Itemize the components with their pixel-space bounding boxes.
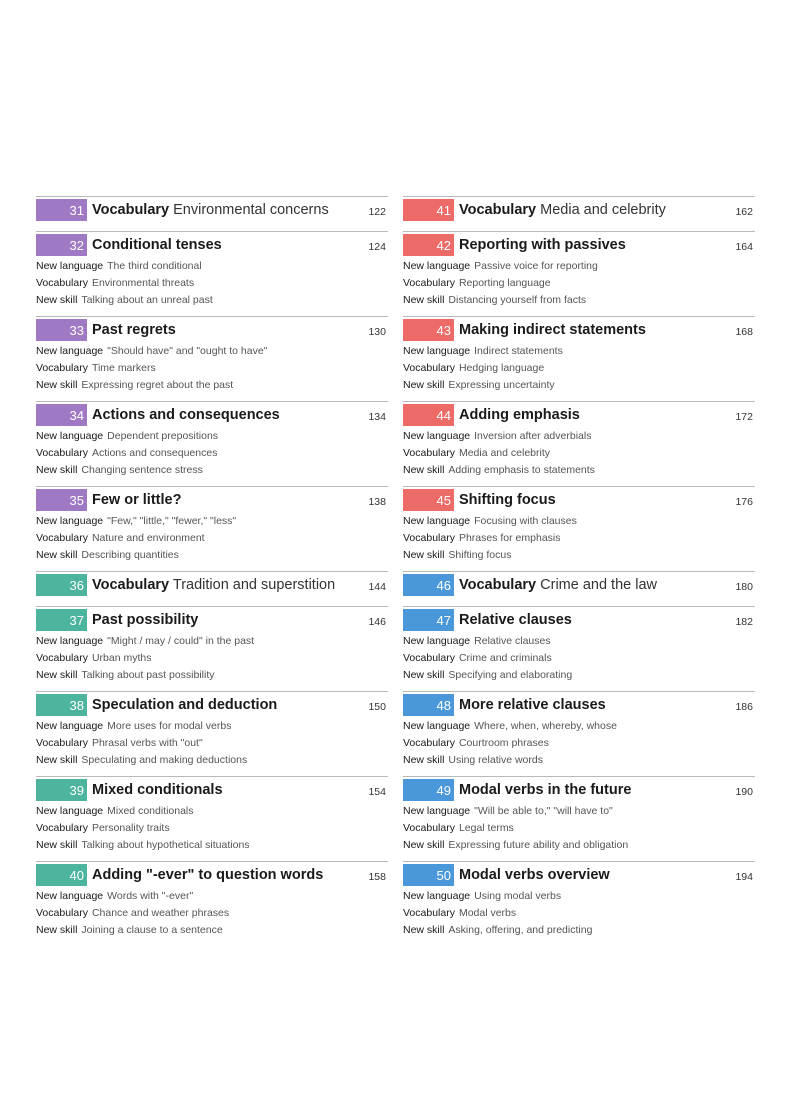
detail-value: Relative clauses [474,635,551,647]
page-number: 122 [368,206,386,218]
detail-value: Passive voice for reporting [474,260,598,272]
detail-label: Vocabulary [403,652,455,664]
lesson-unit-entry [36,231,388,316]
vocabulary-label: Vocabulary [459,577,537,593]
vocabulary-topic: Crime and the law [540,577,657,593]
page-number: 130 [368,326,386,338]
detail-label: New language [36,635,104,647]
detail-label: Vocabulary [36,362,88,374]
vocabulary-label: Vocabulary [459,202,537,218]
detail-value: Indirect statements [474,345,563,357]
unit-detail-row [403,258,755,275]
unit-detail-row [403,530,755,547]
detail-label: New language [403,890,471,902]
unit-header [36,779,388,801]
detail-label: New language [403,720,471,732]
detail-label: New language [403,345,471,357]
unit-details [36,888,388,939]
unit-detail-row [36,428,388,445]
detail-label: Vocabulary [403,737,455,749]
detail-value: Where, when, whereby, whose [474,720,617,732]
detail-label: Vocabulary [36,822,88,834]
detail-label: New skill [36,754,78,766]
detail-label: New language [36,345,104,357]
unit-detail-row [403,445,755,462]
detail-value: Describing quantities [81,549,179,561]
unit-detail-row [403,752,755,769]
detail-label: Vocabulary [403,362,455,374]
detail-value: Reporting language [458,277,551,289]
detail-value: More uses for modal verbs [107,720,232,732]
unit-title: Shifting focus [459,492,556,508]
lesson-unit-entry [403,776,755,861]
detail-label: New skill [36,379,78,391]
detail-value: Phrasal verbs with "out" [91,737,203,749]
detail-label: New language [403,805,471,817]
unit-detail-row [403,650,755,667]
unit-title: Reporting with passives [459,237,626,253]
detail-value: Modal verbs [458,907,517,919]
unit-header [36,199,388,221]
unit-number-badge: 33 [36,319,87,341]
detail-value: Joining a clause to a sentence [81,924,223,936]
page-number: 172 [735,411,753,423]
page-number: 182 [735,616,753,628]
unit-detail-row [36,462,388,479]
detail-value: Chance and weather phrases [91,907,230,919]
unit-detail-row [36,888,388,905]
unit-detail-row [36,530,388,547]
unit-detail-row [403,633,755,650]
unit-header [403,489,755,511]
unit-title: Modal verbs in the future [459,782,632,798]
page-number: 150 [368,701,386,713]
unit-details [36,718,388,769]
page-number: 180 [735,581,753,593]
vocabulary-topic: Environmental concerns [173,202,329,218]
unit-header [36,694,388,716]
detail-value: Phrases for emphasis [458,532,561,544]
unit-detail-row [403,275,755,292]
unit-title: Conditional tenses [92,237,222,253]
unit-detail-row [36,718,388,735]
vocabulary-unit-entry [36,196,388,231]
detail-value: Legal terms [458,822,514,834]
lesson-unit-entry [36,316,388,401]
detail-label: New language [36,720,104,732]
unit-number-badge: 31 [36,199,87,221]
detail-label: New skill [403,464,445,476]
detail-label: New language [36,430,104,442]
detail-value: Changing sentence stress [81,464,203,476]
page-number: 190 [735,786,753,798]
unit-details [403,633,755,684]
unit-number-badge: 38 [36,694,87,716]
detail-value: Using relative words [448,754,543,766]
detail-label: New skill [403,754,445,766]
detail-label: New skill [36,464,78,476]
lesson-unit-entry [36,486,388,571]
lesson-unit-entry [36,776,388,861]
vocabulary-unit-entry [403,196,755,231]
unit-header [36,404,388,426]
detail-value: Speculating and making deductions [81,754,248,766]
unit-title: Making indirect statements [459,322,646,338]
page-number: 146 [368,616,386,628]
unit-detail-row [403,905,755,922]
detail-value: Expressing regret about the past [81,379,234,391]
detail-value: Using modal verbs [474,890,562,902]
detail-label: New skill [403,839,445,851]
detail-label: Vocabulary [36,277,88,289]
unit-header [403,694,755,716]
page-number: 162 [735,206,753,218]
unit-title: Modal verbs overview [459,867,610,883]
detail-value: Dependent prepositions [107,430,219,442]
unit-detail-row [403,547,755,564]
unit-detail-row [36,803,388,820]
unit-number-badge: 48 [403,694,454,716]
unit-title: Adding "-ever" to question words [92,867,324,883]
lesson-unit-entry [403,231,755,316]
detail-label: Vocabulary [403,447,455,459]
page-number: 134 [368,411,386,423]
detail-label: New language [403,635,471,647]
unit-detail-row [36,275,388,292]
unit-details [36,343,388,394]
detail-label: New skill [36,669,78,681]
vocabulary-unit-entry [36,571,388,606]
unit-number-badge: 40 [36,864,87,886]
detail-label: Vocabulary [403,907,455,919]
unit-detail-row [403,888,755,905]
unit-detail-row [403,922,755,939]
unit-detail-row [403,377,755,394]
unit-title: Past possibility [92,612,199,628]
detail-label: New skill [403,549,445,561]
unit-detail-row [36,735,388,752]
unit-detail-row [403,513,755,530]
unit-number-badge: 41 [403,199,454,221]
unit-detail-row [403,343,755,360]
detail-value: Environmental threats [91,277,195,289]
unit-detail-row [36,513,388,530]
unit-header [403,234,755,256]
detail-label: New skill [36,294,78,306]
lesson-unit-entry [36,691,388,776]
unit-number-badge: 46 [403,574,454,596]
detail-label: Vocabulary [36,907,88,919]
detail-value: The third conditional [107,260,202,272]
unit-details [403,888,755,939]
unit-details [36,428,388,479]
detail-label: New skill [36,549,78,561]
unit-header [403,404,755,426]
unit-details [403,718,755,769]
detail-label: Vocabulary [36,532,88,544]
unit-detail-row [36,258,388,275]
detail-value: Personality traits [91,822,170,834]
unit-detail-row [403,803,755,820]
detail-label: New language [36,890,104,902]
lesson-unit-entry [36,401,388,486]
detail-value: Asking, offering, and predicting [448,924,593,936]
detail-value: Media and celebrity [458,447,551,459]
unit-detail-row [403,718,755,735]
unit-details [403,428,755,479]
detail-value: Specifying and elaborating [448,669,573,681]
unit-details [36,803,388,854]
vocabulary-label: Vocabulary [92,202,170,218]
unit-details [36,513,388,564]
lesson-unit-entry [36,606,388,691]
unit-header [36,864,388,886]
detail-label: New skill [403,669,445,681]
page-number: 144 [368,581,386,593]
detail-label: Vocabulary [36,447,88,459]
page-number: 158 [368,871,386,883]
unit-number-badge: 34 [36,404,87,426]
toc-right-column [403,196,755,946]
detail-value: Hedging language [458,362,545,374]
unit-number-badge: 47 [403,609,454,631]
unit-detail-row [36,650,388,667]
unit-title: Speculation and deduction [92,697,278,713]
unit-details [403,513,755,564]
detail-label: Vocabulary [36,737,88,749]
detail-value: "Will be able to," "will have to" [474,805,613,817]
unit-detail-row [403,292,755,309]
unit-header [36,234,388,256]
detail-value: "Should have" and "ought to have" [107,345,268,357]
unit-detail-row [36,837,388,854]
vocabulary-title [459,577,657,593]
detail-value: "Might / may / could" in the past [107,635,255,647]
detail-value: Focusing with clauses [474,515,577,527]
detail-label: New skill [403,924,445,936]
unit-header [403,864,755,886]
detail-value: Expressing uncertainty [448,379,555,391]
detail-label: New skill [403,294,445,306]
lesson-unit-entry [403,316,755,401]
unit-title: Past regrets [92,322,176,338]
unit-number-badge: 44 [403,404,454,426]
page-number: 138 [368,496,386,508]
unit-detail-row [36,633,388,650]
unit-detail-row [403,428,755,445]
vocabulary-title [92,577,335,593]
unit-header [36,319,388,341]
detail-value: Talking about an unreal past [81,294,213,306]
detail-label: New skill [36,924,78,936]
detail-label: Vocabulary [403,532,455,544]
unit-header [403,319,755,341]
page-number: 194 [735,871,753,883]
page-number: 186 [735,701,753,713]
detail-value: Nature and environment [91,532,205,544]
detail-label: New skill [403,379,445,391]
detail-value: Talking about past possibility [81,669,215,681]
vocabulary-title [92,202,329,218]
unit-detail-row [36,667,388,684]
unit-detail-row [403,360,755,377]
unit-title: Few or little? [92,492,182,508]
vocabulary-label: Vocabulary [92,577,170,593]
unit-details [403,343,755,394]
lesson-unit-entry [403,606,755,691]
detail-label: New skill [36,839,78,851]
detail-value: Shifting focus [448,549,512,561]
unit-detail-row [36,292,388,309]
detail-value: Crime and criminals [458,652,552,664]
detail-value: Distancing yourself from facts [448,294,587,306]
lesson-unit-entry [403,861,755,946]
unit-details [403,803,755,854]
unit-header [403,574,755,596]
toc-left-column [36,196,388,946]
detail-value: Mixed conditionals [107,805,194,817]
unit-detail-row [403,735,755,752]
unit-details [403,258,755,309]
unit-detail-row [36,360,388,377]
page-number: 124 [368,241,386,253]
vocabulary-unit-entry [403,571,755,606]
unit-header [36,609,388,631]
detail-label: Vocabulary [36,652,88,664]
unit-title: More relative clauses [459,697,606,713]
unit-header [36,489,388,511]
unit-header [403,779,755,801]
detail-label: New language [36,260,104,272]
detail-label: Vocabulary [403,822,455,834]
unit-detail-row [36,343,388,360]
detail-value: Actions and consequences [91,447,218,459]
unit-detail-row [36,445,388,462]
lesson-unit-entry [36,861,388,946]
unit-number-badge: 45 [403,489,454,511]
detail-label: Vocabulary [403,277,455,289]
detail-label: New language [403,430,471,442]
unit-number-badge: 37 [36,609,87,631]
page-number: 176 [735,496,753,508]
detail-value: Words with "-ever" [107,890,194,902]
unit-number-badge: 42 [403,234,454,256]
detail-value: Talking about hypothetical situations [81,839,250,851]
detail-value: Time markers [91,362,156,374]
unit-detail-row [36,752,388,769]
unit-number-badge: 50 [403,864,454,886]
vocabulary-topic: Tradition and superstition [172,577,336,593]
page-number: 154 [368,786,386,798]
unit-header [403,609,755,631]
page-number: 168 [735,326,753,338]
unit-detail-row [403,462,755,479]
unit-number-badge: 39 [36,779,87,801]
unit-title: Actions and consequences [92,407,280,423]
lesson-unit-entry [403,486,755,571]
detail-label: New language [36,805,104,817]
unit-number-badge: 49 [403,779,454,801]
unit-detail-row [36,820,388,837]
unit-title: Mixed conditionals [92,782,223,798]
vocabulary-title [459,202,666,218]
unit-detail-row [36,922,388,939]
unit-header [36,574,388,596]
unit-detail-row [403,667,755,684]
page-number: 164 [735,241,753,253]
detail-value: Expressing future ability and obligation [448,839,629,851]
unit-number-badge: 32 [36,234,87,256]
unit-detail-row [36,377,388,394]
detail-value: "Few," "little," "fewer," "less" [107,515,237,527]
lesson-unit-entry [403,401,755,486]
lesson-unit-entry [403,691,755,776]
detail-value: Courtroom phrases [458,737,549,749]
detail-value: Adding emphasis to statements [448,464,595,476]
unit-details [36,258,388,309]
detail-label: New language [403,260,471,272]
unit-title: Relative clauses [459,612,572,628]
unit-number-badge: 36 [36,574,87,596]
unit-title: Adding emphasis [459,407,580,423]
detail-value: Inversion after adverbials [474,430,592,442]
unit-detail-row [36,905,388,922]
unit-header [403,199,755,221]
unit-number-badge: 35 [36,489,87,511]
unit-details [36,633,388,684]
detail-label: New language [403,515,471,527]
detail-value: Urban myths [91,652,152,664]
vocabulary-topic: Media and celebrity [540,202,666,218]
unit-number-badge: 43 [403,319,454,341]
detail-label: New language [36,515,104,527]
unit-detail-row [403,820,755,837]
unit-detail-row [403,837,755,854]
unit-detail-row [36,547,388,564]
